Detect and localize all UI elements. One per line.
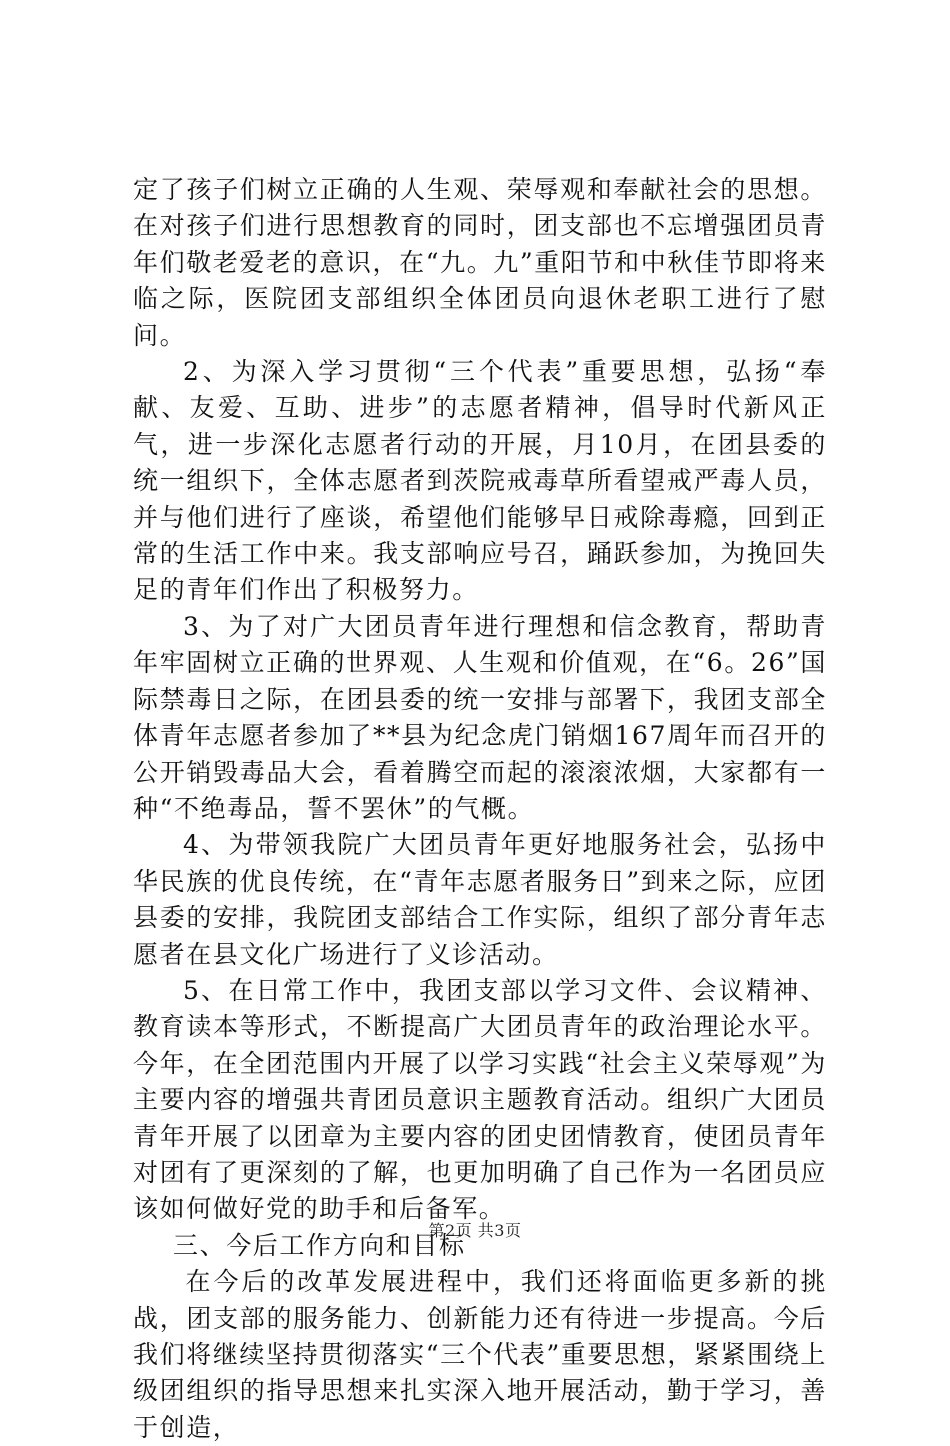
section-heading: 三、今后工作方向和目标 [173, 1230, 466, 1260]
paragraph-item-5: 5、在日常工作中，我团支部以学习文件、会议精神、教育读本等形式，不断提高广大团员青年的政治理论水平。今年，在全团范围内开展了以学习实践“社会主义荣辱观”为主要内容的增强共青团员意识主题教育活动。组织广大团员青年开展了以团章为主要内容的团史团情教育，使团员青年对团有了更深刻的了解，也更加明确了自己作为一名团员应该如何做好党的助手和后备军。 [133, 975, 827, 1224]
paragraph-item-4: 4、为带领我院广大团员青年更好地服务社会，弘扬中华民族的优良传统，在“青年志愿者服务日”到来之际，应团县委的安排，我院团支部结合工作实际，组织了部分青年志愿者在县文化广场进行了义诊活动。 [133, 830, 827, 969]
paragraph-future-goals: 在今后的改革发展进程中，我们还将面临更多新的挑战，团支部的服务能力、创新能力还有待进一步提高。今后我们将继续坚持贯彻落实“三个代表”重要思想，紧紧围绕上级团组织的指导思想来扎实深入地开展活动，勤于学习，善于创造， [133, 1267, 827, 1442]
paragraph-item-2: 2、为深入学习贯彻“三个代表”重要思想，弘扬“奉献、友爱、互助、进步”的志愿者精神，倡导时代新风正气，进一步深化志愿者行动的开展，月10月，在团县委的统一组织下，全体志愿者到茨院戒毒草所看望戒严毒人员，并与他们进行了座谈，希望他们能够早日戒除毒瘾，回到正常的生活工作中来。我支部响应号召，踊跃参加，为挽回失足的青年们作出了积极努力。 [133, 357, 827, 605]
page-indicator: 第2页 共3页 [428, 1221, 522, 1240]
paragraph-item-3: 3、为了对广大团员青年进行理想和信念教育，帮助青年牢固树立正确的世界观、人生观和价值观，在“6。26”国际禁毒日之际，在团县委的统一安排与部署下，我团支部全体青年志愿者参加了**县为纪念虎门销烟167周年而召开的公开销毁毒品大会，看着腾空而起的滚滚浓烟，大家都有一种“不绝毒品，誓不罢休”的气概。 [133, 611, 827, 823]
paragraph-continuation: 定了孩子们树立正确的人生观、荣辱观和奉献社会的思想。在对孩子们进行思想教育的同时，团支部也不忘增强团员青年们敬老爱老的意识，在“九。九”重阳节和中秋佳节即将来临之际，医院团支部组织全体团员向退休老职工进行了慰问。 [133, 175, 827, 350]
document-body [133, 172, 827, 1446]
page-footer [0, 1218, 950, 1241]
